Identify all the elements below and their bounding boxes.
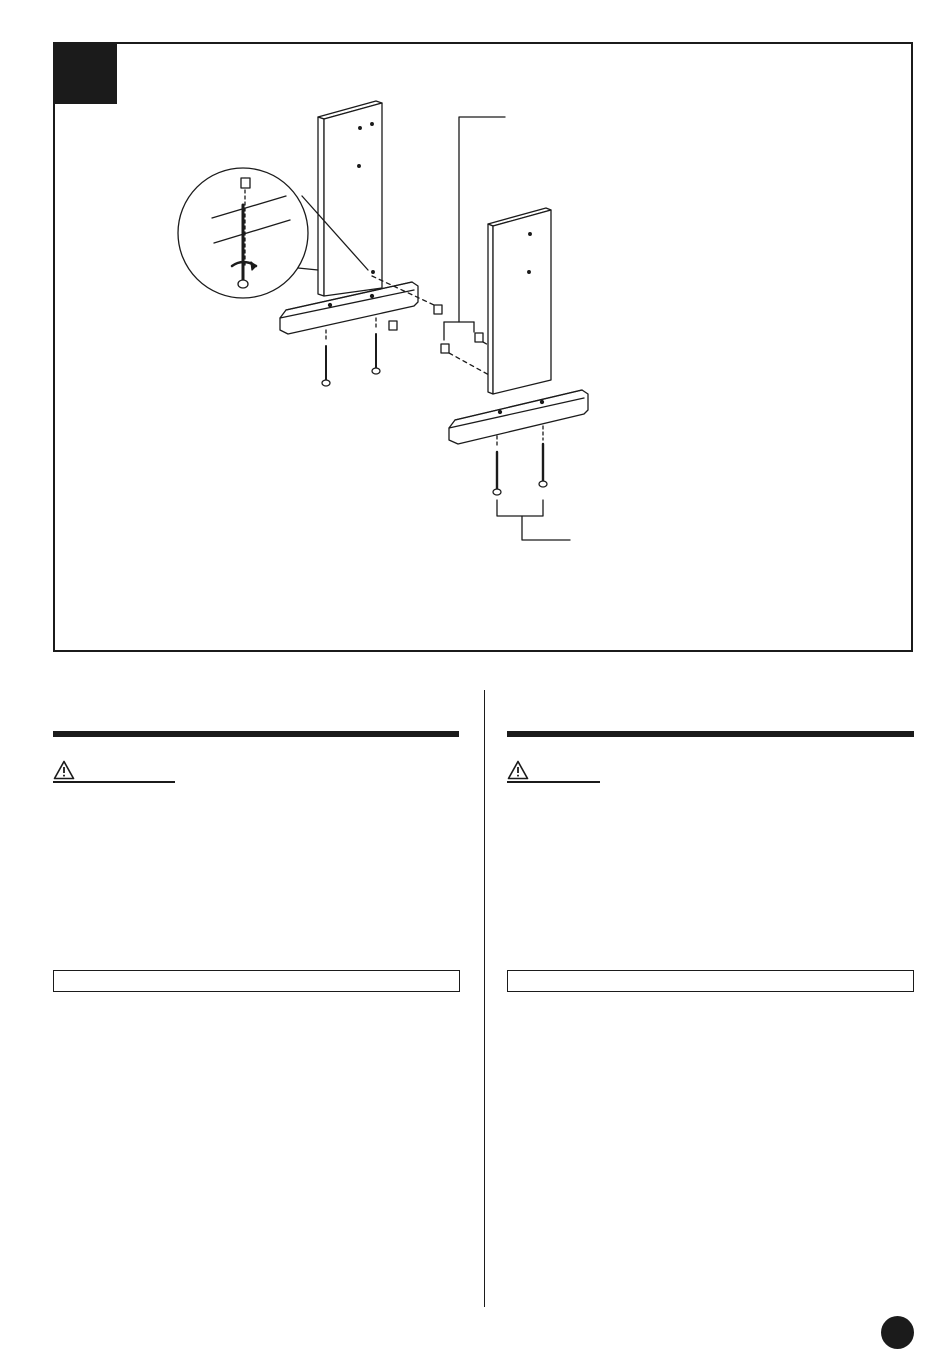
column-divider [484, 690, 485, 1307]
left-caution [53, 760, 175, 780]
left-side-panel [318, 101, 382, 296]
warning-triangle-icon [53, 760, 75, 780]
left-section-rule [53, 731, 459, 737]
warning-triangle-icon [507, 760, 529, 780]
right-note-box [507, 970, 914, 992]
right-screws [493, 426, 547, 495]
right-body-text [507, 800, 914, 960]
left-note-box [53, 970, 460, 992]
left-section-heading [53, 700, 459, 724]
right-foot [449, 390, 588, 444]
left-screws [322, 318, 380, 386]
right-caution [507, 760, 600, 780]
assembly-illustration [0, 0, 950, 660]
left-body-text [53, 800, 459, 960]
right-section-heading [507, 700, 914, 724]
page-number-badge [881, 1316, 914, 1349]
right-section-rule [507, 731, 914, 737]
left-caution-underline [53, 781, 175, 783]
right-side-panel [488, 208, 551, 394]
right-caution-underline [507, 781, 600, 783]
